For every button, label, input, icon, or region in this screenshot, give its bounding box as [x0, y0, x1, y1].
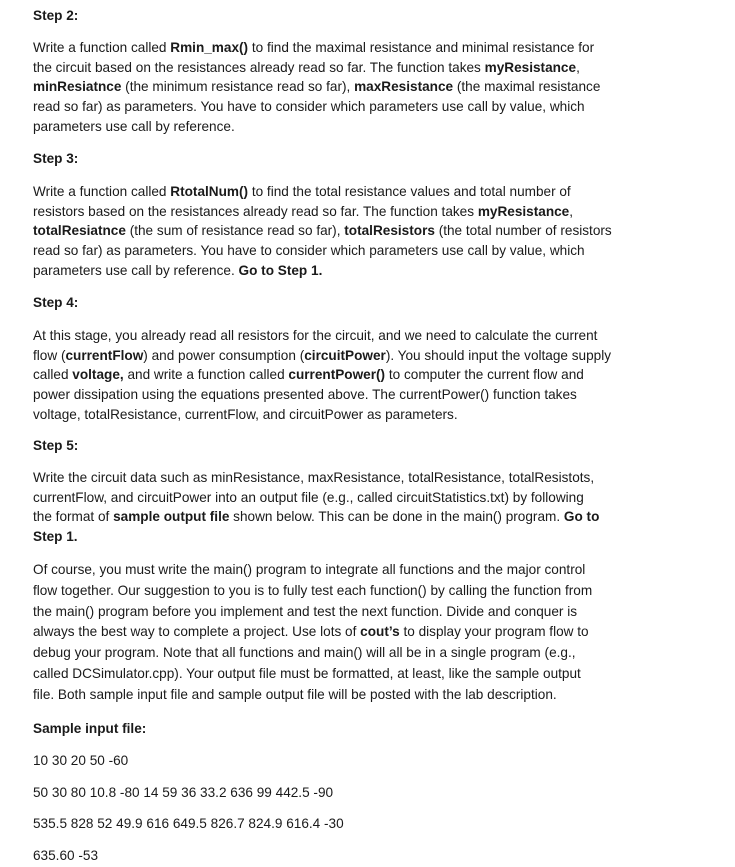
- text-run: to find the total resistance values and total number of: [248, 184, 571, 199]
- text-line: [33, 664, 663, 685]
- step3-heading: Step 3:: [33, 151, 79, 166]
- bold-term: currentFlow: [65, 347, 144, 363]
- text-run: the format of: [33, 509, 114, 525]
- step2-heading: Step 2:: [33, 8, 79, 23]
- sample-input-heading: Sample input file:: [33, 721, 147, 736]
- text-run: to display your program flow to: [399, 624, 589, 640]
- text-line: [33, 622, 663, 643]
- text-run: flow together. Our suggestion to you is to fully test each function() by calling the function from: [33, 582, 593, 598]
- text-line: [33, 581, 663, 602]
- text-line: [33, 385, 663, 405]
- bold-term: currentPower(): [288, 367, 386, 383]
- text-run: shown below. This can be done in the main() program.: [229, 509, 564, 525]
- step2-paragraph: [33, 38, 663, 137]
- text-line: [33, 97, 663, 117]
- text-line: [33, 365, 663, 385]
- bold-term: totalResiatnce: [33, 223, 126, 239]
- bold-term: RtotalNum(): [170, 184, 249, 199]
- text-line: [33, 346, 663, 366]
- text-run: resistors based on the resistances already read so far. The function takes: [33, 203, 478, 219]
- text-run: Of course, you must write the main() program to integrate all functions and the major control: [33, 562, 586, 577]
- step4-heading: Step 4:: [33, 295, 79, 310]
- text-line: [33, 527, 663, 547]
- closing-paragraph: [33, 560, 663, 706]
- sample-input-line: 10 30 20 50 -60: [33, 753, 129, 768]
- bold-term: totalResistors: [344, 223, 435, 239]
- bold-term: maxResistance: [354, 79, 454, 95]
- bold-term: sample output file: [113, 509, 230, 525]
- text-run: ). You should input the voltage supply: [385, 347, 612, 363]
- step5-paragraph: [33, 468, 663, 547]
- text-run: At this stage, you already read all resistors for the circuit, and we need to calculate the current: [33, 328, 598, 343]
- text-run: read so far) as parameters. You have to consider which parameters use call by value, which: [33, 243, 585, 259]
- bold-term: myResistance: [477, 203, 570, 219]
- text-line: [33, 326, 663, 346]
- text-run: the circuit based on the resistances already read so far. The function takes: [33, 59, 485, 75]
- text-run: Write a function called: [33, 40, 171, 55]
- bold-term: Rmin_max(): [170, 40, 249, 55]
- bold-term: Step 1.: [33, 529, 78, 545]
- text-line: [33, 182, 663, 202]
- text-run: read so far) as parameters. You have to consider which parameters use call by value, which: [33, 99, 585, 115]
- text-line: [33, 77, 663, 97]
- text-line: [33, 468, 663, 488]
- sample-input-line: 535.5 828 52 49.9 616 649.5 826.7 824.9 616.4 -30: [33, 816, 344, 831]
- bold-term: voltage,: [72, 367, 124, 383]
- text-line: [33, 241, 663, 261]
- bold-term: minResiatnce: [33, 79, 122, 95]
- text-line: [33, 685, 663, 706]
- text-line: [33, 261, 663, 281]
- text-run: always the best way to complete a project. Use lots of: [33, 624, 361, 640]
- text-run: to find the maximal resistance and minimal resistance for: [248, 40, 595, 55]
- text-run: (the sum of resistance read so far),: [125, 223, 345, 239]
- text-line: [33, 602, 663, 623]
- text-line: [33, 488, 663, 508]
- text-run: ,: [576, 59, 580, 75]
- step3-paragraph: [33, 182, 663, 281]
- text-line: [33, 643, 663, 664]
- text-run: ,: [569, 203, 574, 219]
- step5-heading: Step 5:: [33, 438, 79, 453]
- text-line: [33, 117, 663, 137]
- bold-term: Go to Step 1.: [238, 262, 323, 278]
- text-run: called DCSimulator.cpp). Your output file must be formatted, at least, like the sample output: [33, 665, 581, 681]
- text-run: to computer the current flow and: [385, 367, 584, 383]
- bold-term: Go to: [563, 509, 600, 525]
- text-run: flow (: [33, 347, 66, 363]
- text-run: and write a function called: [123, 367, 289, 383]
- text-line: [33, 405, 663, 425]
- text-run: Write the circuit data such as minResistance, maxResistance, totalResistance, totalResistots,: [33, 470, 595, 485]
- bold-term: myResistance: [484, 59, 577, 75]
- text-line: [33, 507, 663, 527]
- text-line: [33, 38, 663, 58]
- bold-term: circuitPower: [304, 347, 386, 363]
- text-run: parameters use call by reference.: [33, 262, 239, 278]
- sample-input-line: 635.60 -53: [33, 848, 99, 863]
- text-run: ) and power consumption (: [143, 347, 305, 363]
- text-run: voltage, totalResistance, currentFlow, and circuitPower as parameters.: [33, 406, 458, 422]
- step4-paragraph: [33, 326, 663, 425]
- text-run: the main() program before you implement and test the next function. Divide and conquer is: [33, 603, 578, 619]
- text-run: currentFlow, and circuitPower into an output file (e.g., called circuitStatistics.txt) by following: [33, 489, 584, 505]
- text-run: (the total number of resistors: [434, 223, 612, 239]
- text-run: (the maximal resistance: [453, 79, 601, 95]
- text-run: called: [33, 367, 73, 383]
- text-run: debug your program. Note that all functions and main() will all be in a single program (e.g.,: [33, 645, 576, 661]
- sample-input-line: 50 30 80 10.8 -80 14 59 36 33.2 636 99 442.5 -90: [33, 785, 334, 800]
- text-run: file. Both sample input file and sample output file will be posted with the lab description.: [33, 686, 557, 702]
- text-run: power dissipation using the equations presented above. The currentPower() function takes: [33, 387, 577, 403]
- text-line: [33, 58, 663, 78]
- text-run: parameters use call by reference.: [33, 118, 235, 134]
- text-line: [33, 560, 663, 581]
- bold-term: cout’s: [360, 624, 400, 640]
- text-line: [33, 221, 663, 241]
- text-run: Write a function called: [33, 184, 171, 199]
- text-line: [33, 202, 663, 222]
- text-run: (the minimum resistance read so far),: [121, 79, 355, 95]
